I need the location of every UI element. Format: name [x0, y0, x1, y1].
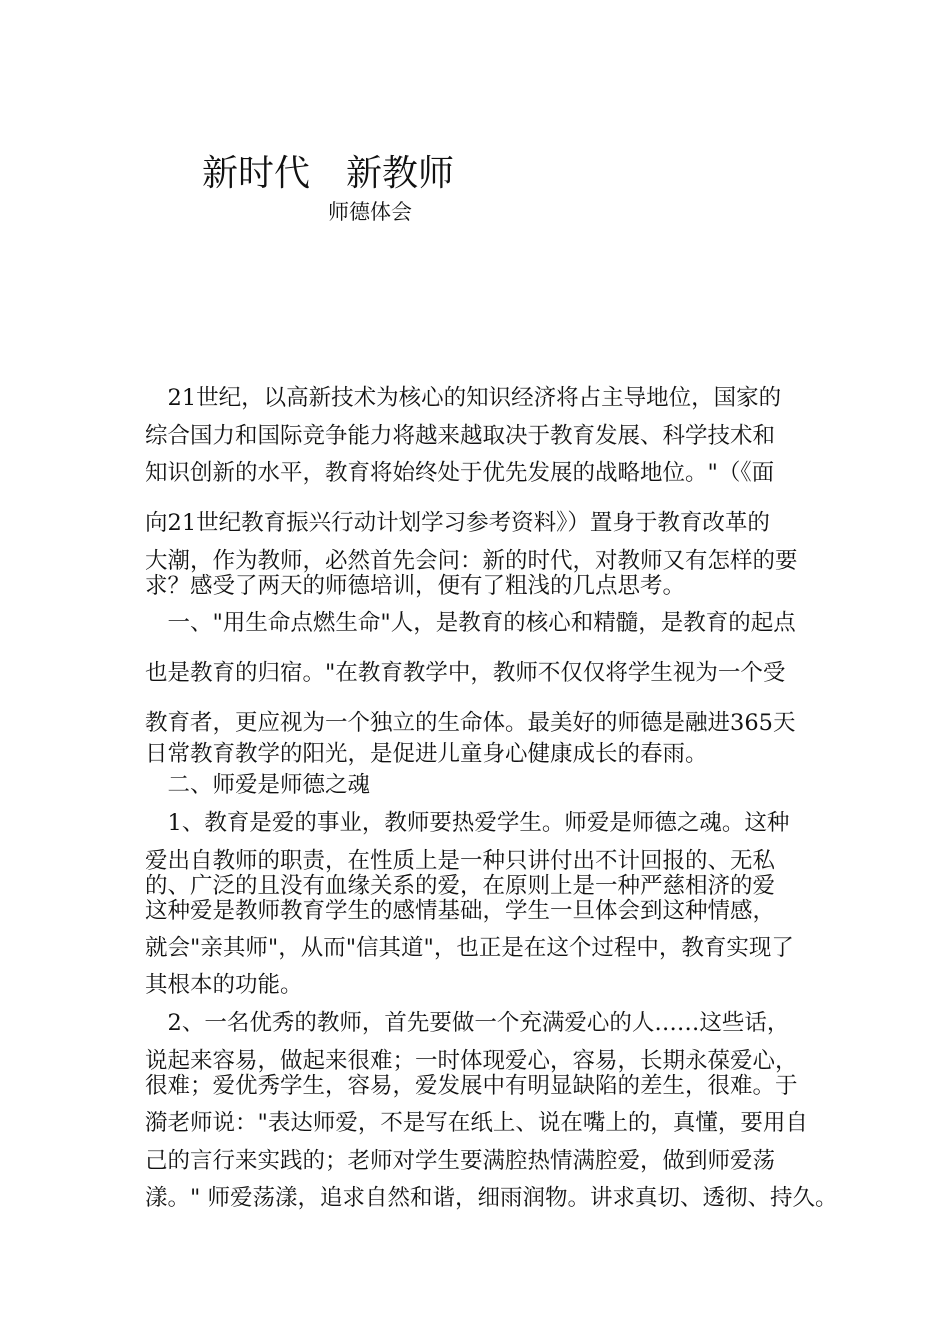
paragraph-line: 求？感受了两天的师德培训，便有了粗浅的几点思考。 — [145, 573, 686, 599]
paragraph-line: 说起来容易，做起来很难；一时体现爱心，容易，长期永葆爱心， — [145, 1048, 798, 1074]
document-subtitle: 师德体会 — [328, 200, 412, 224]
paragraph-line: 一、"用生命点燃生命"人，是教育的核心和精髓，是教育的起点 — [145, 610, 796, 636]
paragraph-line: 漪老师说："表达师爱，不是写在纸上、说在嘴上的，真懂，要用自 — [145, 1110, 808, 1136]
paragraph-line: 21世纪，以高新技术为核心的知识经济将占主导地位，国家的 — [145, 385, 782, 411]
paragraph-line: 就会"亲其师"，从而"信其道"，也正是在这个过程中，教育实现了 — [145, 935, 794, 961]
section-heading: 二、师爱是师德之魂 — [145, 772, 371, 798]
paragraph-line: 大潮，作为教师，必然首先会问：新的时代，对教师又有怎样的要 — [145, 548, 798, 574]
paragraph-line: 1、教育是爱的事业，教师要热爱学生。师爱是师德之魂。这种 — [145, 810, 790, 836]
paragraph-line: 漾。" 师爱荡漾，追求自然和谐，细雨润物。讲求真切、透彻、持久。 — [145, 1185, 838, 1211]
paragraph-line: 向21世纪教育振兴行动计划学习参考资料》）置身于教育改革的 — [145, 510, 770, 536]
paragraph-line: 爱出自教师的职责，在性质上是一种只讲付出不计回报的、无私 — [145, 848, 776, 874]
document-title: 新时代 新教师 — [202, 153, 455, 194]
paragraph-line: 2、一名优秀的教师，首先要做一个充满爱心的人……这些话， — [145, 1010, 790, 1036]
paragraph-line: 教育者，更应视为一个独立的生命体。最美好的师德是融进365天 — [145, 710, 796, 736]
paragraph-line: 也是教育的归宿。"在教育教学中，教师不仅仅将学生视为一个受 — [145, 660, 786, 686]
paragraph-line: 知识创新的水平，教育将始终处于优先发展的战略地位。"（《面 — [145, 460, 775, 486]
paragraph-line: 的、广泛的且没有血缘关系的爱，在原则上是一种严慈相济的爱 — [145, 873, 776, 899]
paragraph-line: 很难；爱优秀学生，容易，爱发展中有明显缺陷的差生，很难。于 — [145, 1073, 798, 1099]
paragraph-line: 日常教育教学的阳光，是促进儿童身心健康成长的春雨。 — [145, 741, 708, 767]
paragraph-line: 其根本的功能。 — [145, 972, 303, 998]
paragraph-line: 己的言行来实践的；老师对学生要满腔热情满腔爱，做到师爱荡 — [145, 1148, 776, 1174]
paragraph-line: 这种爱是教师教育学生的感情基础，学生一旦体会到这种情感， — [145, 898, 776, 924]
paragraph-line: 综合国力和国际竞争能力将越来越取决于教育发展、科学技术和 — [145, 423, 776, 449]
